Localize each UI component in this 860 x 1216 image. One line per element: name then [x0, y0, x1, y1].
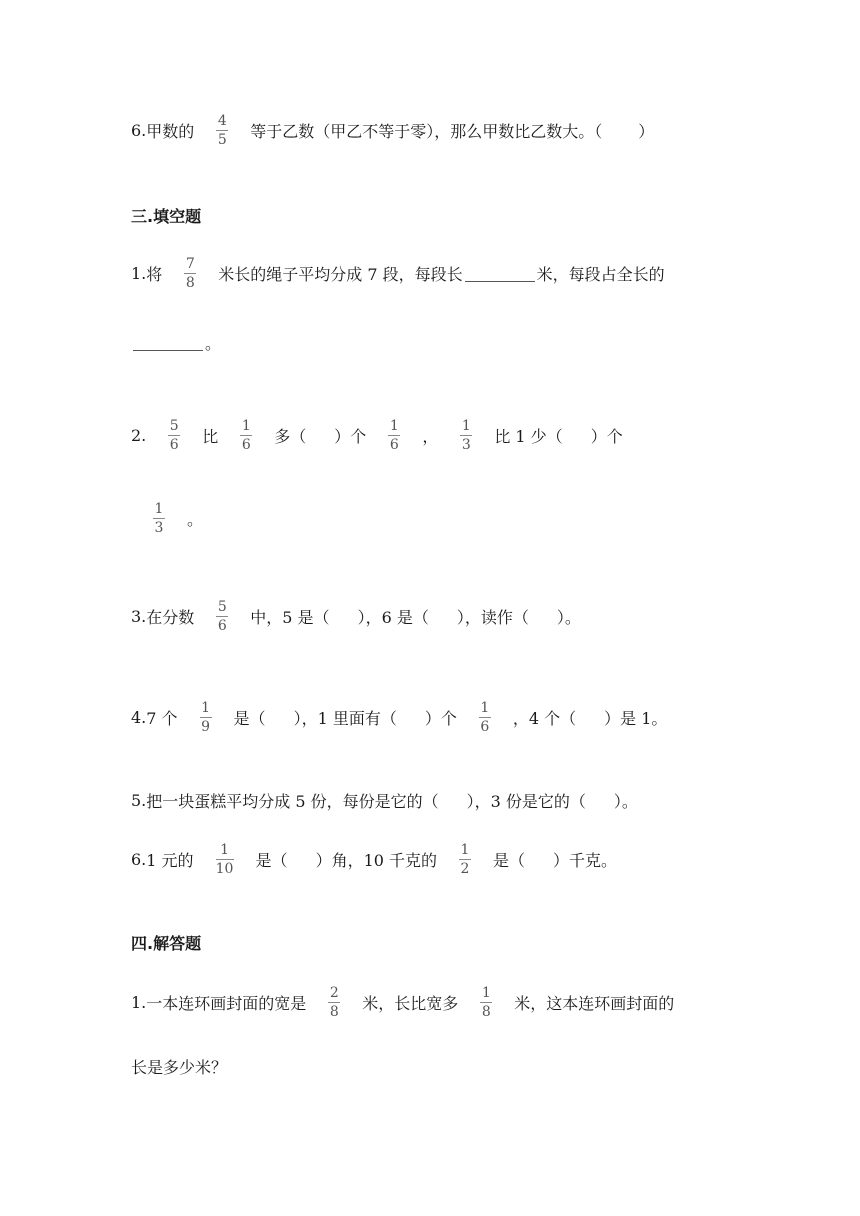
question-text: 等于乙数（甲乙不等于零），那么甲数比乙数大。（: [250, 121, 603, 141]
fraction: $\frac{5}{6}$: [169, 417, 179, 453]
question-text: 是（: [255, 850, 288, 870]
solve-question-1-cont: [131, 1046, 800, 1086]
answer-blank[interactable]: [465, 265, 535, 282]
fill-question-2-cont: [131, 498, 800, 538]
question-text: ，4 个（: [512, 708, 577, 728]
fill-question-1-cont: [131, 322, 800, 362]
fraction: $\frac{1}{10}$: [215, 841, 234, 877]
question-text: 比 1 少（: [494, 426, 563, 446]
question-text: 长是多少米？: [131, 1057, 228, 1077]
question-text: 7 个: [146, 708, 178, 728]
question-text: 米长的绳子平均分成 7 段，每段长: [218, 264, 463, 284]
question-text: ），1 里面有（: [293, 708, 397, 728]
judge-question-6: [131, 110, 800, 150]
fill-question-6: [131, 839, 800, 879]
question-text: ，: [422, 426, 439, 446]
question-text: ）个: [334, 426, 367, 446]
fraction: $\frac{4}{5}$: [217, 112, 227, 148]
fill-question-4: [131, 697, 800, 737]
question-text: 米，这本连环画封面的: [514, 993, 675, 1013]
question-text: 。: [205, 333, 222, 353]
fraction: $\frac{1}{2}$: [460, 841, 470, 877]
fill-question-1: [131, 253, 800, 293]
question-text: 米，每段占全长的: [536, 264, 665, 284]
fraction: $\frac{5}{6}$: [217, 598, 227, 634]
question-number: 6.: [131, 849, 147, 869]
question-text: ）。: [556, 607, 581, 627]
question-text: ），6 是（: [357, 607, 429, 627]
question-text: 中，5 是（: [250, 607, 330, 627]
question-text: 是（: [493, 850, 526, 870]
answer-blank[interactable]: [133, 334, 203, 351]
question-text: 。: [187, 509, 204, 529]
question-number: 4.: [131, 707, 147, 727]
question-text: 把一块蛋糕平均分成 5 份，每份是它的（: [146, 791, 439, 811]
fraction: $\frac{1}{6}$: [241, 417, 251, 453]
fraction: $\frac{1}{3}$: [154, 500, 164, 536]
question-text: ）。: [613, 791, 638, 811]
question-text: 米，长比宽多: [362, 993, 459, 1013]
question-number: 1.: [131, 992, 147, 1012]
question-number: 6.: [131, 120, 147, 140]
question-text: 将: [146, 264, 163, 284]
solve-question-1: [131, 982, 800, 1022]
fraction: $\frac{1}{6}$: [389, 417, 399, 453]
fraction: $\frac{2}{8}$: [329, 984, 339, 1020]
fraction: $\frac{1}{8}$: [481, 984, 491, 1020]
question-text: ）是 1。: [604, 708, 668, 728]
question-number: 5.: [131, 790, 147, 810]
question-text: ），读作（: [456, 607, 529, 627]
fraction: $\frac{1}{3}$: [461, 417, 471, 453]
fill-question-3: [131, 596, 800, 636]
fraction: $\frac{7}{8}$: [185, 255, 195, 291]
question-text: ）个: [590, 426, 623, 446]
question-number: 2.: [131, 425, 147, 445]
question-text: ）: [638, 121, 655, 141]
question-text: 是（: [233, 708, 266, 728]
fraction: $\frac{1}{6}$: [480, 699, 490, 735]
question-text: 一本连环画封面的宽是: [146, 993, 307, 1013]
fill-question-5: [131, 780, 800, 820]
question-text: 甲数的: [146, 121, 195, 141]
question-text: ）千克。: [553, 850, 618, 870]
section-heading-solve: 四.解答题: [131, 933, 202, 953]
question-text: 比: [202, 426, 219, 446]
fraction: $\frac{1}{9}$: [201, 699, 210, 735]
question-number: 3.: [131, 606, 147, 626]
question-number: 1.: [131, 263, 147, 283]
fill-question-2: [131, 415, 800, 455]
question-text: 1 元的: [146, 850, 194, 870]
question-text: 在分数: [146, 607, 195, 627]
question-text: ）角，10 千克的: [315, 850, 438, 870]
section-heading-fill-in: 三.填空题: [131, 206, 202, 226]
question-text: 多（: [274, 426, 307, 446]
question-text: ），3 份是它的（: [466, 791, 586, 811]
question-text: ）个: [424, 708, 457, 728]
